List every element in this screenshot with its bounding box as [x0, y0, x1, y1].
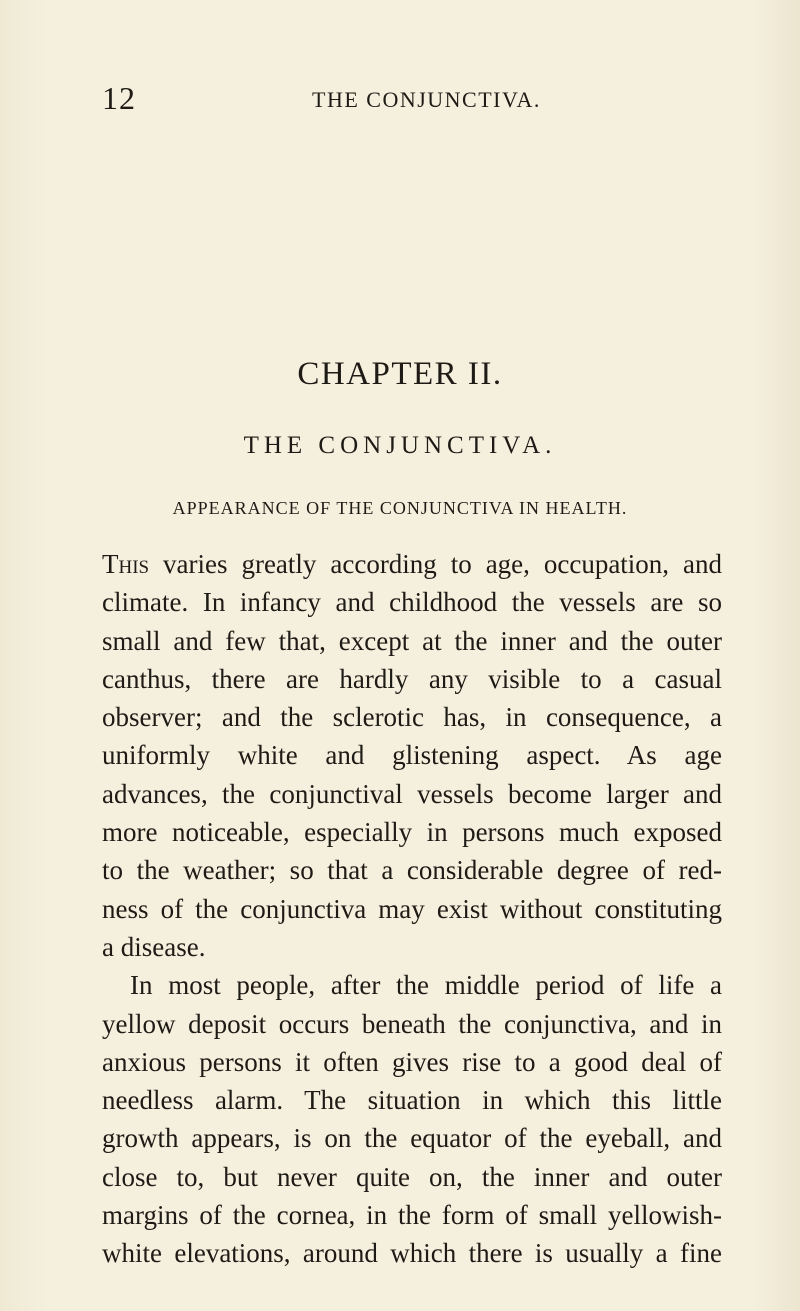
- text-line: a disease.: [102, 931, 206, 962]
- text-line: needless alarm. The situation in which this little: [102, 1085, 722, 1116]
- body-text: [102, 545, 722, 1273]
- text-line: ness of the conjunctiva may exist without constituting: [102, 893, 722, 924]
- text-line: yellow deposit occurs beneath the conjunctiva, and in: [102, 1008, 722, 1039]
- text-line: small and few that, except at the inner and the outer: [102, 625, 722, 656]
- text-line: more noticeable, especially in persons much exposed: [102, 817, 722, 848]
- text-line: canthus, there are hardly any visible to a casual: [102, 663, 722, 694]
- text-line: anxious persons it often gives rise to a good deal of: [102, 1046, 722, 1077]
- lead-word: This: [102, 549, 150, 579]
- running-head: [0, 78, 800, 118]
- section-title: THE CONJUNCTIVA.: [243, 432, 557, 459]
- text-line: [102, 545, 722, 583]
- page-number: 12: [102, 80, 136, 116]
- text-line: advances, the conjunctival vessels become larger and: [102, 778, 722, 809]
- text-line-rest: varies greatly according to age, occupation, and: [149, 549, 722, 579]
- text-line: climate. In infancy and childhood the vessels are so: [102, 587, 722, 618]
- text-line: white elevations, around which there is usually a fine: [102, 1238, 722, 1269]
- text-line: uniformly white and glistening aspect. As age: [102, 740, 722, 771]
- text-line: margins of the cornea, in the form of small yellowish-: [102, 1200, 722, 1231]
- text-line: observer; and the sclerotic has, in consequence, a: [102, 702, 722, 733]
- text-line: In most people, after the middle period of life a: [130, 970, 722, 1001]
- text-line: to the weather; so that a considerable degree of red-: [102, 855, 722, 886]
- subsection-title: APPEARANCE OF THE CONJUNCTIVA IN HEALTH.: [172, 498, 628, 518]
- text-line: close to, but never quite on, the inner and outer: [102, 1161, 722, 1192]
- chapter-title: CHAPTER II.: [297, 356, 503, 392]
- running-head-title: THE CONJUNCTIVA.: [312, 87, 541, 112]
- text-line: growth appears, is on the equator of the eyeball, and: [102, 1123, 722, 1154]
